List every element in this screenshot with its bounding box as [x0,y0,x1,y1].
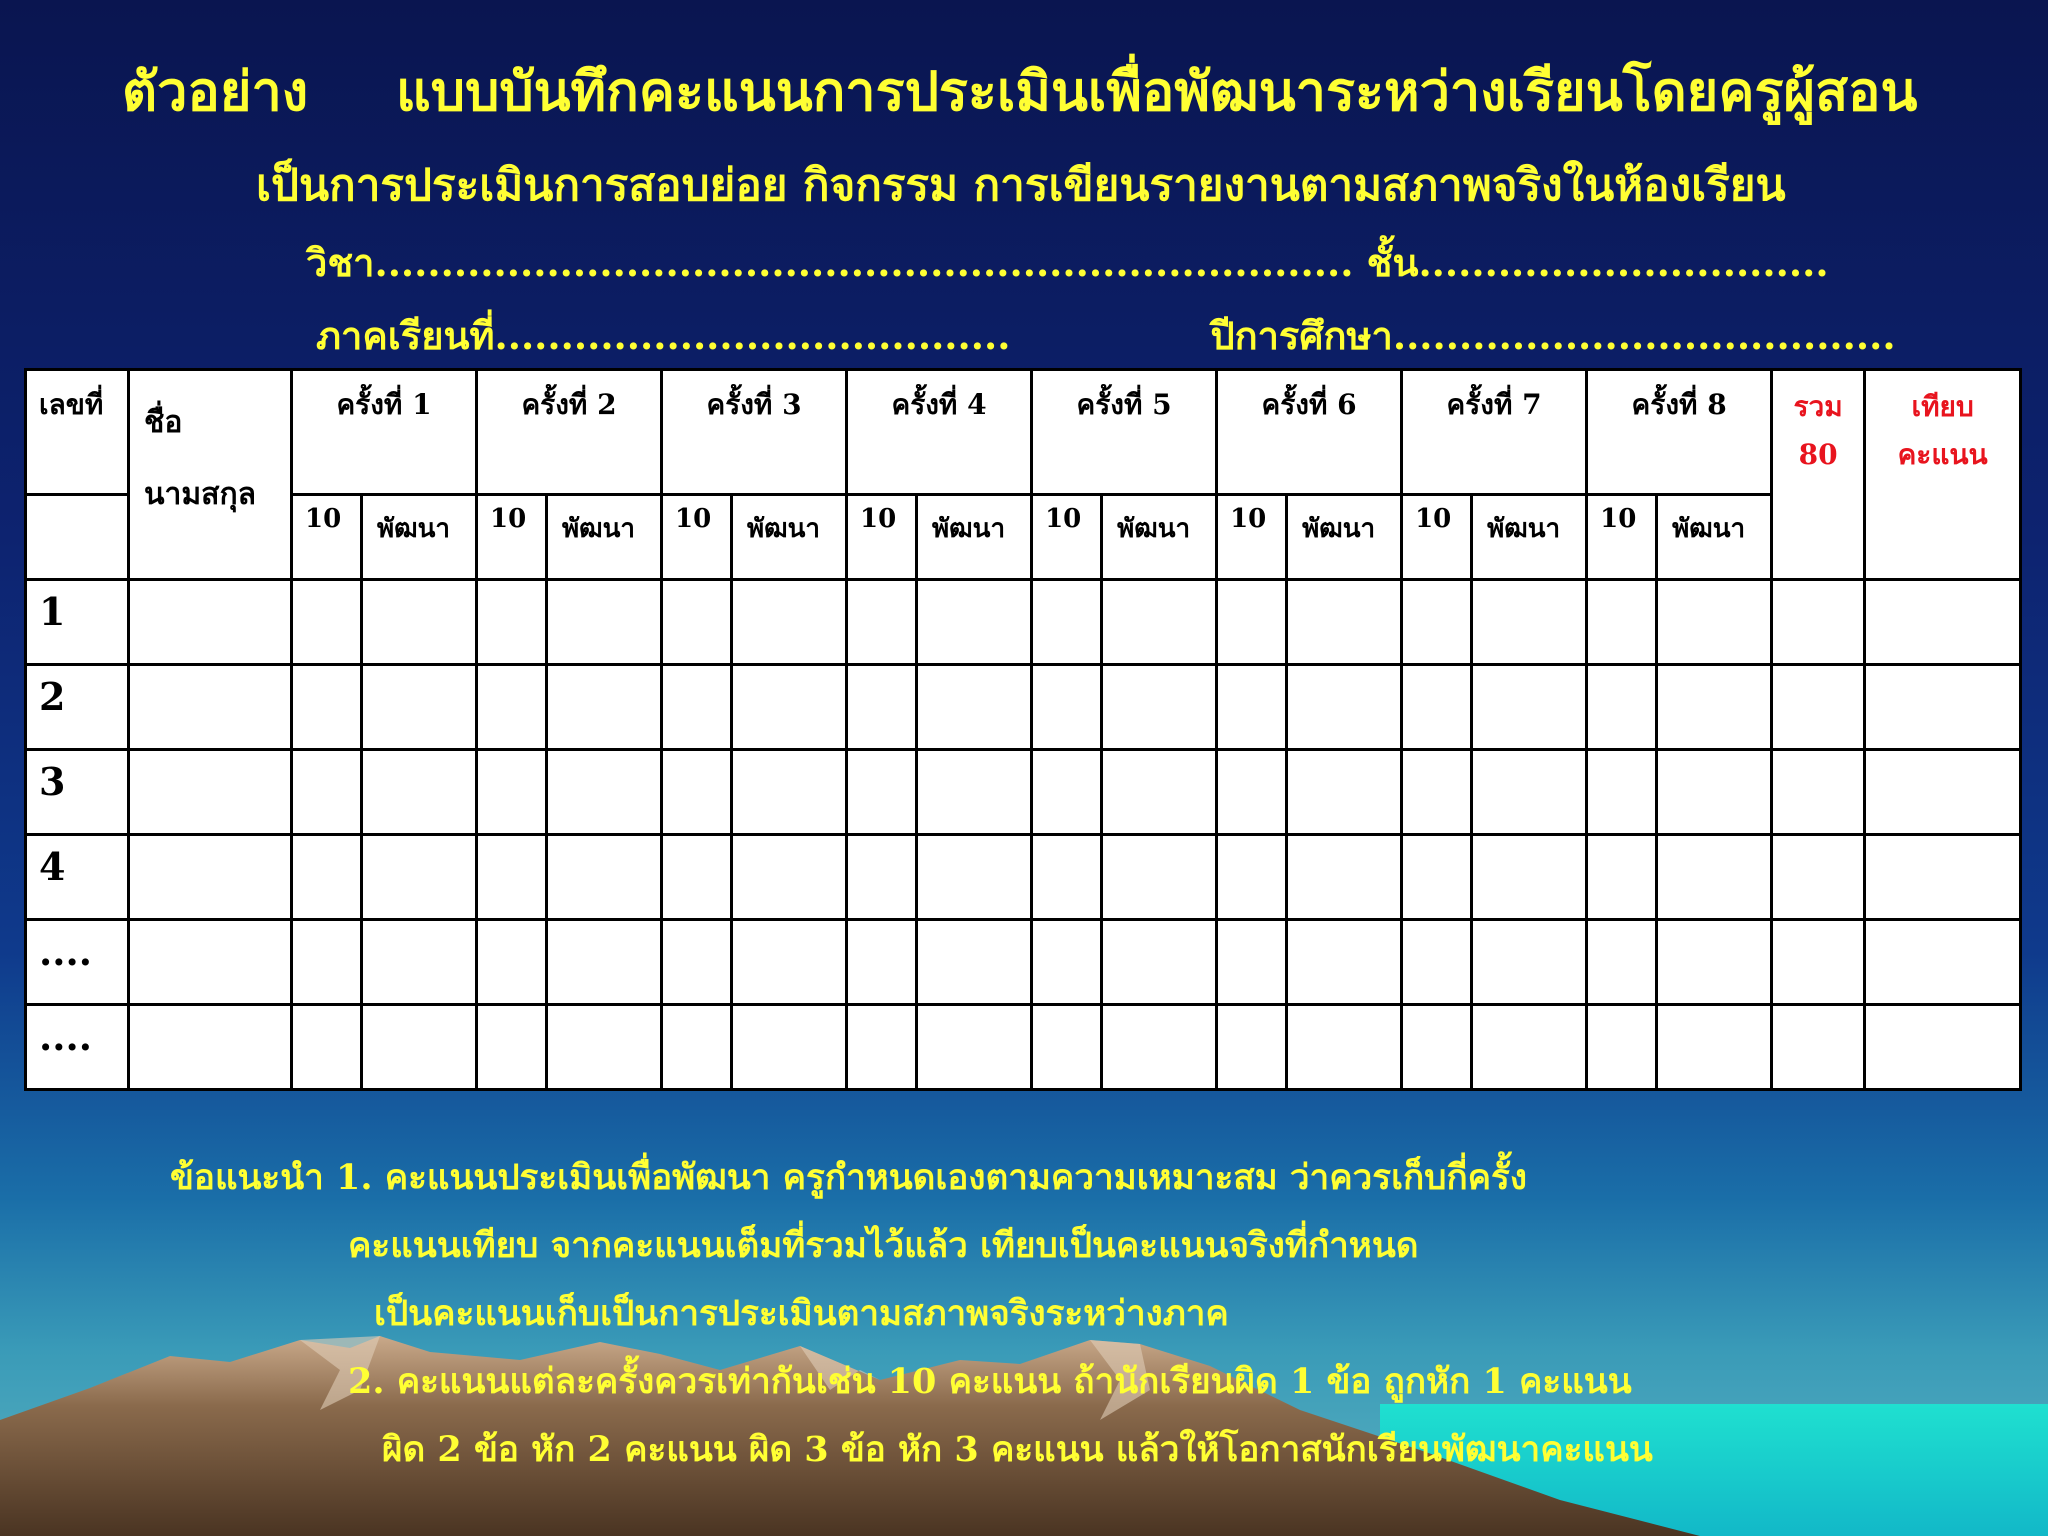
score-cell [847,1005,917,1090]
row-number: .... [26,1005,129,1090]
score-cell [1287,580,1402,665]
score-cell [847,580,917,665]
table-row [26,835,2021,920]
score-cell [547,920,662,1005]
score-cell [1587,580,1657,665]
score-cell [1217,835,1287,920]
develop-subheader: พัฒนา [547,495,662,580]
score-cell [1217,580,1287,665]
round-header: ครั้งที่ 6 [1217,370,1402,495]
score-cell [292,1005,362,1090]
score-cell [732,580,847,665]
score-cell [1657,835,1772,920]
advice-line: ผิด 2 ข้อ หัก 2 คะแนน ผิด 3 ข้อ หัก 3 คะแนน แล้วให้โอกาสนักเรียนพัฒนาคะแนน [382,1429,1653,1470]
score-cell [362,580,477,665]
score-cell [1772,580,1865,665]
score-cell [1287,1005,1402,1090]
score-cell [1657,750,1772,835]
score-cell [1402,750,1472,835]
score-cell [917,835,1032,920]
score-cell [362,920,477,1005]
score-cell [1472,665,1587,750]
score-cell [1217,750,1287,835]
score-cell [1657,665,1772,750]
subject-class-line: วิชา.......................................................................... ชั้น............................... [306,240,1829,285]
score-cell [917,1005,1032,1090]
score-cell [917,665,1032,750]
score-cell [847,750,917,835]
score-cell [732,1005,847,1090]
score-cell [1587,1005,1657,1090]
score-cell [1032,750,1102,835]
score-cell [1472,580,1587,665]
score-cell [1032,920,1102,1005]
score-subheader: 10 [847,495,917,580]
row-number: 4 [26,835,129,920]
score-cell [362,665,477,750]
score-cell [1657,580,1772,665]
score-cell [1587,920,1657,1005]
score-cell [477,1005,547,1090]
score-cell [1472,1005,1587,1090]
score-cell [1865,1005,2021,1090]
score-cell [662,835,732,920]
table-row [26,580,2021,665]
score-cell [1217,1005,1287,1090]
score-subheader: 10 [292,495,362,580]
score-cell [292,750,362,835]
score-cell [1102,750,1217,835]
score-cell [129,835,292,920]
score-cell [477,750,547,835]
advice-line: 2. คะแนนแต่ละครั้งควรเท่ากันเช่น 10 คะแนน ถ้านักเรียนผิด 1 ข้อ ถูกหัก 1 คะแนน [348,1361,1632,1402]
academic-year-field: ปีการศึกษา...................................... [1210,313,1896,358]
score-cell [292,920,362,1005]
semester-year-line [316,305,1896,366]
score-cell [1865,580,2021,665]
score-cell [1657,1005,1772,1090]
score-cell [662,580,732,665]
score-cell [362,750,477,835]
score-cell [1472,920,1587,1005]
score-cell [1032,1005,1102,1090]
develop-subheader: พัฒนา [1657,495,1772,580]
score-cell [362,1005,477,1090]
table-row [26,1005,2021,1090]
score-cell [362,835,477,920]
score-cell [477,920,547,1005]
row-number: .... [26,920,129,1005]
score-cell [1287,835,1402,920]
score-cell [662,750,732,835]
row-number: 1 [26,580,129,665]
table-body [26,580,2021,1090]
score-cell [477,835,547,920]
develop-subheader: พัฒนา [362,495,477,580]
score-cell [1772,1005,1865,1090]
number-header: เลขที่ [26,370,129,495]
round-header: ครั้งที่ 1 [292,370,477,495]
score-cell [662,1005,732,1090]
score-cell [1402,835,1472,920]
score-cell [662,920,732,1005]
score-cell [917,750,1032,835]
score-cell [477,580,547,665]
round-header: ครั้งที่ 8 [1587,370,1772,495]
compare-score-header: เทียบ คะแนน [1865,370,2021,580]
semester-field: ภาคเรียนที่....................................... [316,313,1011,358]
score-cell [1472,835,1587,920]
round-header: ครั้งที่ 4 [847,370,1032,495]
score-cell [1772,665,1865,750]
score-cell [1587,750,1657,835]
score-cell [732,920,847,1005]
number-subheader-cell [26,495,129,580]
score-cell [1865,835,2021,920]
first-name-label: ชื่อ [144,405,183,440]
score-subheader: 10 [1217,495,1287,580]
advice-line: ข้อแนะนำ 1. คะแนนประเมินเพื่อพัฒนา ครูกำหนดเองตามความเหมาะสม ว่าควรเก็บกี่ครั้ง [170,1157,1527,1198]
score-cell [917,580,1032,665]
score-cell [1287,665,1402,750]
score-cell [732,835,847,920]
score-cell [1217,665,1287,750]
advice-line: เป็นคะแนนเก็บเป็นการประเมินตามสภาพจริงระหว่างภาค [374,1293,1229,1334]
score-cell [1032,665,1102,750]
page-subtitle: เป็นการประเมินการสอบย่อย กิจกรรม การเขียนรายงานตามสภาพจริงในห้องเรียน [256,160,1786,211]
develop-subheader: พัฒนา [732,495,847,580]
score-cell [732,665,847,750]
score-subheader: 10 [477,495,547,580]
name-header [129,370,292,580]
score-cell [1772,920,1865,1005]
score-cell [292,835,362,920]
score-cell [547,835,662,920]
score-cell [1657,920,1772,1005]
score-cell [547,1005,662,1090]
score-cell [1472,750,1587,835]
score-cell [129,1005,292,1090]
score-subheader: 10 [1032,495,1102,580]
score-cell [1587,665,1657,750]
table-row [26,665,2021,750]
score-cell [547,580,662,665]
surname-label: นามสกุล [144,477,256,512]
develop-subheader: พัฒนา [1102,495,1217,580]
develop-subheader: พัฒนา [917,495,1032,580]
score-cell [1587,835,1657,920]
score-cell [1287,920,1402,1005]
score-cell [1287,750,1402,835]
develop-subheader: พัฒนา [1287,495,1402,580]
score-cell [1217,920,1287,1005]
round-header: ครั้งที่ 3 [662,370,847,495]
score-cell [129,750,292,835]
score-cell [662,665,732,750]
round-header: ครั้งที่ 5 [1032,370,1217,495]
score-cell [477,665,547,750]
score-cell [1402,1005,1472,1090]
score-subheader: 10 [1587,495,1657,580]
score-subheader: 10 [662,495,732,580]
score-cell [547,665,662,750]
table-row [26,750,2021,835]
score-cell [1102,665,1217,750]
table-header-row [26,370,2021,495]
score-cell [1032,580,1102,665]
table-subheader-row [26,495,2021,580]
score-cell [917,920,1032,1005]
row-number: 3 [26,750,129,835]
page-title: แบบบันทึกคะแนนการประเมินเพื่อพัฒนาระหว่างเรียนโดยครูผู้สอน [396,59,1918,123]
score-cell [1402,665,1472,750]
row-number: 2 [26,665,129,750]
score-cell [847,665,917,750]
score-cell [732,750,847,835]
score-cell [292,665,362,750]
example-label: ตัวอย่าง [122,59,309,123]
score-cell [1865,920,2021,1005]
score-cell [1772,835,1865,920]
score-cell [1102,1005,1217,1090]
score-cell [847,835,917,920]
score-cell [1032,835,1102,920]
develop-subheader: พัฒนา [1472,495,1587,580]
score-cell [1772,750,1865,835]
title-row [122,48,1917,134]
score-cell [847,920,917,1005]
score-cell [547,750,662,835]
score-cell [1402,580,1472,665]
score-cell [1402,920,1472,1005]
score-cell [129,580,292,665]
score-cell [292,580,362,665]
score-subheader: 10 [1402,495,1472,580]
round-header: ครั้งที่ 7 [1402,370,1587,495]
score-cell [1865,665,2021,750]
score-record-table [24,368,2022,1091]
score-cell [1102,920,1217,1005]
table-row [26,920,2021,1005]
score-cell [1865,750,2021,835]
score-cell [1102,835,1217,920]
score-cell [129,665,292,750]
round-header: ครั้งที่ 2 [477,370,662,495]
advice-line: คะแนนเทียบ จากคะแนนเต็มที่รวมไว้แล้ว เทียบเป็นคะแนนจริงที่กำหนด [348,1225,1419,1266]
score-cell [1102,580,1217,665]
total-header: รวม 80 [1772,370,1865,580]
score-cell [129,920,292,1005]
